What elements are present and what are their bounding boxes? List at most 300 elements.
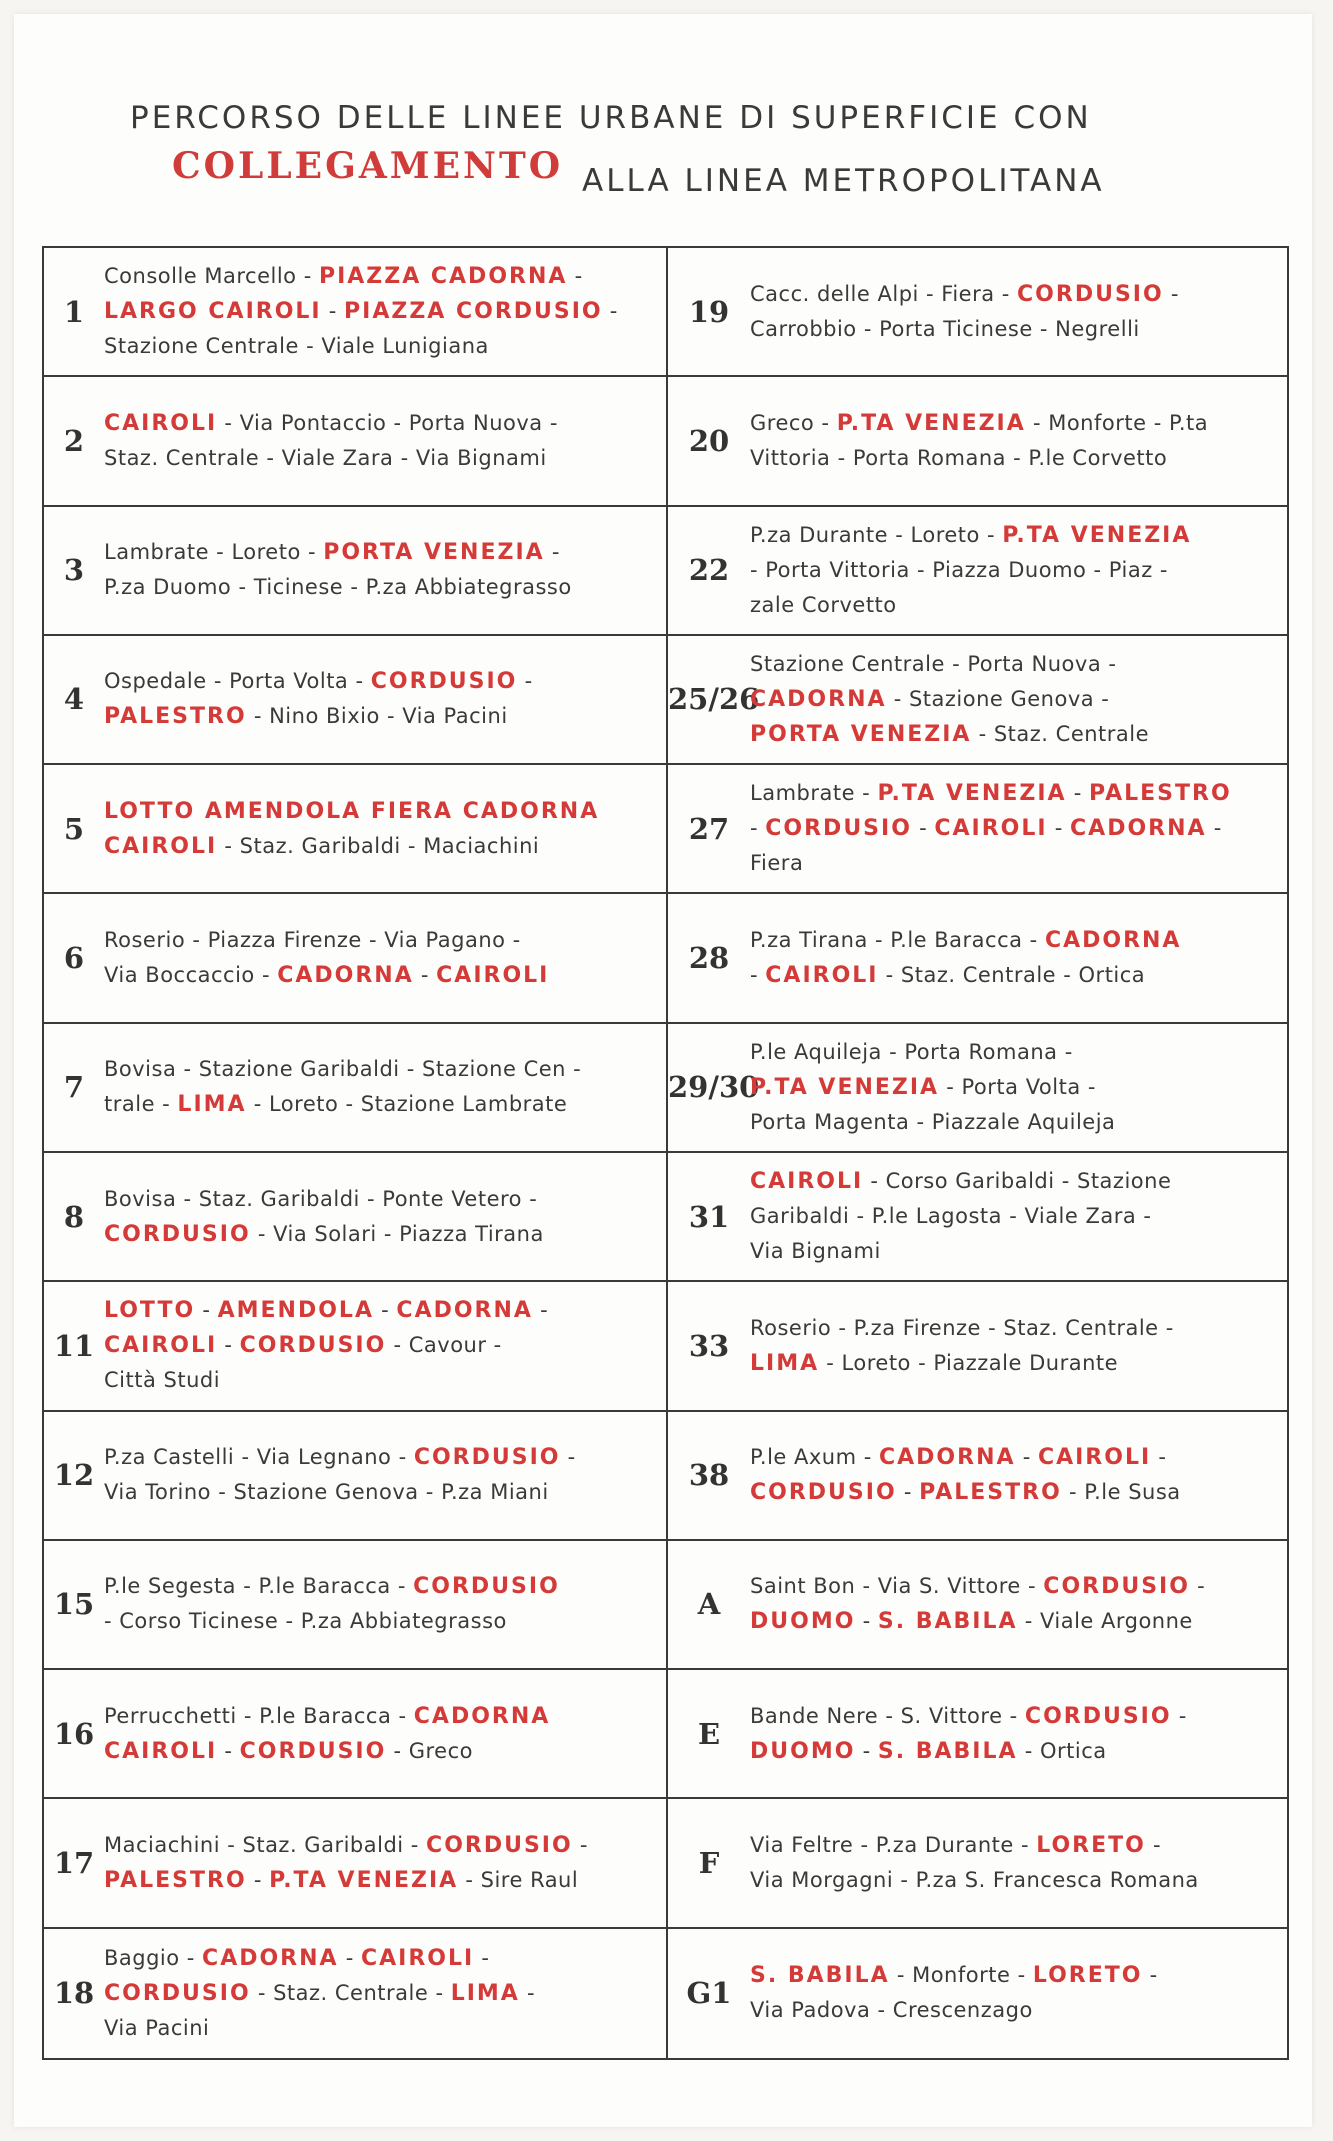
route-text: P.za Duomo - Ticinese - P.za Abbiategrasso xyxy=(104,575,572,600)
route-text: Via Padova - Crescenzago xyxy=(750,1998,1033,2023)
metro-stop-label: AMENDOLA xyxy=(217,1298,374,1324)
route-number: F xyxy=(698,1846,720,1881)
route-line xyxy=(104,664,646,699)
route-cell xyxy=(44,894,668,1023)
route-line xyxy=(750,1035,1267,1070)
title-line-1: PERCORSO DELLE LINEE URBANE DI SUPERFICIE CON xyxy=(130,100,1092,136)
routes-table xyxy=(42,246,1289,2060)
route-cell xyxy=(44,765,668,894)
route-description xyxy=(750,1958,1287,2028)
route-text: Via Boccaccio - xyxy=(104,963,278,988)
route-text: Stazione Centrale - Viale Lunigiana xyxy=(104,334,489,359)
route-number: G1 xyxy=(686,1976,732,2011)
route-line xyxy=(104,1604,646,1639)
route-cell xyxy=(44,1024,668,1153)
route-cell xyxy=(668,1024,1287,1153)
route-description xyxy=(750,1699,1287,1769)
route-number: 3 xyxy=(63,553,85,588)
route-description xyxy=(104,1440,666,1510)
metro-stop-label: CORDUSIO xyxy=(1043,1574,1190,1600)
route-number: 11 xyxy=(53,1328,95,1363)
route-text: - xyxy=(1015,1445,1038,1470)
route-text: - Corso Garibaldi - Stazione xyxy=(863,1169,1172,1194)
route-text: - Viale Argonne xyxy=(1017,1609,1193,1634)
route-line xyxy=(104,406,646,441)
route-line xyxy=(750,553,1267,588)
route-line xyxy=(750,1958,1267,1993)
route-text: - Nino Bixio - Via Pacini xyxy=(246,704,508,729)
route-line xyxy=(750,1234,1267,1269)
route-text: - xyxy=(560,1445,576,1470)
route-line xyxy=(750,1569,1267,1604)
route-text: - xyxy=(246,1868,270,1893)
route-text: Bovisa - Stazione Garibaldi - Stazione Cen - xyxy=(104,1057,582,1082)
route-number: A xyxy=(697,1587,721,1622)
route-text: - xyxy=(519,1980,536,2005)
metro-stop-label: CAIROLI xyxy=(104,1738,218,1764)
route-text: - Corso Ticinese - P.za Abbiategrasso xyxy=(104,1609,507,1634)
route-description xyxy=(750,1311,1287,1381)
route-line xyxy=(750,1863,1267,1898)
route-cell xyxy=(44,1412,668,1541)
route-text: - Stazione Genova - xyxy=(886,686,1110,711)
route-text: Consolle Marcello - xyxy=(104,264,319,289)
route-line xyxy=(750,647,1267,682)
route-line xyxy=(750,811,1267,846)
route-number: 33 xyxy=(688,1328,730,1363)
metro-stop-label: CAIROLI xyxy=(934,816,1048,842)
metro-stop-label: LORETO xyxy=(1032,1963,1143,1989)
metro-stop-label: P.TA VENEZIA xyxy=(750,1074,940,1100)
route-number: 8 xyxy=(63,1199,85,1234)
route-text: - Via Solari - Piazza Tirana xyxy=(250,1221,544,1246)
route-cell xyxy=(44,1799,668,1928)
route-text: Maciachini - Staz. Garibaldi - xyxy=(104,1833,427,1858)
route-text: - xyxy=(532,1298,549,1323)
route-number: 29/30 xyxy=(668,1070,760,1105)
route-text: - xyxy=(474,1945,490,1970)
title-highlight: COLLEGAMENTO xyxy=(172,145,564,187)
route-cell xyxy=(44,1670,668,1799)
route-description xyxy=(750,518,1287,623)
route-text: - xyxy=(1171,1703,1187,1728)
route-description xyxy=(750,1569,1287,1639)
route-text: - xyxy=(602,299,618,324)
route-line xyxy=(750,1346,1267,1381)
route-text: Cacc. delle Alpi - Fiera - xyxy=(750,281,1018,306)
route-text: Staz. Centrale - Viale Zara - Via Bignami xyxy=(104,445,547,470)
route-text: Via Feltre - P.za Durante - xyxy=(750,1833,1037,1858)
route-text: - Loreto - Stazione Lambrate xyxy=(246,1092,568,1117)
metro-stop-label: LARGO CAIROLI xyxy=(104,299,322,325)
route-cell xyxy=(668,1282,1287,1411)
route-number: 22 xyxy=(688,553,730,588)
metro-stop-label: CORDUSIO xyxy=(104,1221,251,1247)
route-description xyxy=(750,923,1287,993)
metro-stop-label: PALESTRO xyxy=(104,704,247,730)
route-number: 16 xyxy=(53,1716,95,1751)
route-cell xyxy=(44,1282,668,1411)
route-description xyxy=(750,1440,1287,1510)
metro-stop-label: LIMA xyxy=(450,1980,520,2006)
route-text: Carrobbio - Porta Ticinese - Negrelli xyxy=(750,316,1140,341)
route-line xyxy=(750,717,1267,752)
route-line xyxy=(750,1311,1267,1346)
route-text: Ospedale - Porta Volta - xyxy=(104,669,371,694)
route-text: trale - xyxy=(104,1092,178,1117)
metro-stop-label: CAIROLI xyxy=(750,1169,864,1195)
route-text: - xyxy=(1142,1963,1158,1988)
route-description xyxy=(104,1182,666,1252)
route-text: - xyxy=(572,1833,588,1858)
route-text: Vittoria - Porta Romana - P.le Corvetto xyxy=(750,445,1168,470)
metro-stop-label: CORDUSIO xyxy=(765,816,912,842)
route-line xyxy=(750,518,1267,553)
metro-stop-label: DUOMO xyxy=(750,1609,856,1635)
metro-stop-label: CORDUSIO xyxy=(426,1833,573,1859)
metro-stop-label: P.TA VENEZIA xyxy=(836,410,1026,436)
route-text: - Porta Vittoria - Piazza Duomo - Piaz - xyxy=(750,557,1168,582)
route-number: 4 xyxy=(63,682,85,717)
route-line xyxy=(104,1734,646,1769)
route-text: - Staz. Garibaldi - Maciachini xyxy=(217,833,540,858)
route-text: Fiera xyxy=(750,851,804,876)
route-description xyxy=(104,923,666,993)
metro-stop-label: S. BABILA xyxy=(877,1609,1018,1635)
route-text: zale Corvetto xyxy=(750,592,897,617)
route-text: Perrucchetti - P.le Baracca - xyxy=(104,1703,414,1728)
metro-stop-label: CAIROLI xyxy=(436,963,550,989)
route-number: 5 xyxy=(63,811,85,846)
route-cell xyxy=(44,507,668,636)
route-text: - xyxy=(1145,1833,1162,1858)
route-line xyxy=(750,958,1267,993)
route-cell xyxy=(668,1670,1287,1799)
route-text: - xyxy=(321,299,345,324)
metro-stop-label: CORDUSIO xyxy=(370,669,518,695)
route-description xyxy=(750,1164,1287,1269)
route-text: - xyxy=(1206,816,1222,841)
route-text: - xyxy=(911,816,935,841)
route-line xyxy=(750,776,1267,811)
route-text: - Ortica xyxy=(1017,1738,1107,1763)
route-number: 20 xyxy=(688,423,730,458)
route-line xyxy=(104,1440,646,1475)
route-text: Roserio - Piazza Firenze - Via Pagano - xyxy=(104,928,521,953)
metro-stop-label: CORDUSIO xyxy=(413,1445,561,1471)
route-text: Garibaldi - P.le Lagosta - Viale Zara - xyxy=(750,1204,1152,1229)
route-line xyxy=(104,2011,646,2046)
route-line xyxy=(750,312,1267,347)
route-text: Baggio - xyxy=(104,1945,203,1970)
route-line xyxy=(750,1440,1267,1475)
metro-stop-label: CORDUSIO xyxy=(750,1480,897,1506)
route-text: - Sire Raul xyxy=(458,1868,579,1893)
route-text: P.za Durante - Loreto - xyxy=(750,522,1003,547)
route-number: 25/26 xyxy=(668,682,760,717)
route-number: 12 xyxy=(53,1458,95,1493)
route-description xyxy=(104,406,666,476)
route-text: - xyxy=(195,1298,218,1323)
route-text: - xyxy=(217,1333,240,1358)
metro-stop-label: CORDUSIO xyxy=(1017,281,1164,307)
route-text: P.le Segesta - P.le Baracca - xyxy=(104,1574,414,1599)
route-line xyxy=(750,277,1267,312)
route-description xyxy=(104,1699,666,1769)
metro-stop-label: PALESTRO xyxy=(104,1868,247,1894)
route-text: Via Bignami xyxy=(750,1239,881,1264)
route-number: E xyxy=(697,1716,721,1751)
route-line xyxy=(104,329,646,364)
metro-stop-label: CAIROLI xyxy=(104,1333,218,1359)
route-line xyxy=(104,699,646,734)
route-line xyxy=(104,1569,646,1604)
route-description xyxy=(750,776,1287,881)
route-text: Via Pacini xyxy=(104,2015,210,2040)
metro-stop-label: S. BABILA xyxy=(750,1963,890,1989)
metro-stop-label: P.TA VENEZIA xyxy=(877,781,1067,807)
route-number: 31 xyxy=(688,1199,730,1234)
route-text: P.le Axum - xyxy=(750,1445,879,1470)
route-cell xyxy=(44,1929,668,2058)
route-cell xyxy=(44,377,668,506)
route-text: Via Torino - Stazione Genova - P.za Miani xyxy=(104,1480,549,1505)
route-text: - P.le Susa xyxy=(1061,1480,1181,1505)
route-description xyxy=(104,1569,666,1639)
route-number: 38 xyxy=(688,1458,730,1493)
metro-stop-label: CORDUSIO xyxy=(104,1980,251,2006)
route-line xyxy=(104,570,646,605)
route-cell xyxy=(668,1153,1287,1282)
route-line xyxy=(104,829,646,864)
metro-stop-label: CORDUSIO xyxy=(413,1574,560,1600)
metro-stop-label: CORDUSIO xyxy=(239,1333,387,1359)
route-text: - Porta Volta - xyxy=(939,1074,1096,1099)
metro-stop-label: CAIROLI xyxy=(765,963,879,989)
route-text: - Loreto - Piazzale Durante xyxy=(819,1350,1119,1375)
route-line xyxy=(750,406,1267,441)
metro-stop-label: CADORNA xyxy=(750,686,887,712)
route-description xyxy=(104,1052,666,1122)
route-text: Bovisa - Staz. Garibaldi - Ponte Vetero - xyxy=(104,1186,538,1211)
route-text: - xyxy=(1066,781,1089,806)
route-text: - xyxy=(1163,281,1179,306)
title-line-2: ALLA LINEA METROPOLITANA xyxy=(582,163,1105,199)
route-line xyxy=(750,682,1267,717)
route-text: Lambrate - xyxy=(750,781,878,806)
route-line xyxy=(750,1993,1267,2028)
route-text: - xyxy=(413,963,437,988)
route-line xyxy=(750,846,1267,881)
route-text: Stazione Centrale - Porta Nuova - xyxy=(750,651,1117,676)
metro-stop-label: PALESTRO xyxy=(1088,781,1232,807)
metro-stop-label: PALESTRO xyxy=(919,1480,1062,1506)
metro-stop-label: S. BABILA xyxy=(877,1738,1018,1764)
metro-stop-label: LORETO xyxy=(1036,1833,1146,1859)
route-cell xyxy=(668,1541,1287,1670)
metro-stop-label: DUOMO xyxy=(750,1738,856,1764)
route-line xyxy=(750,923,1267,958)
route-number: 1 xyxy=(63,294,85,329)
route-description xyxy=(104,1293,666,1398)
route-line xyxy=(104,535,646,570)
route-number: 18 xyxy=(53,1976,95,2011)
route-text: - xyxy=(1047,816,1071,841)
route-line xyxy=(104,1863,646,1898)
route-cell xyxy=(44,248,668,377)
metro-stop-label: LOTTO xyxy=(104,1298,196,1324)
route-text: Saint Bon - Via S. Vittore - xyxy=(750,1574,1044,1599)
route-text: Greco - xyxy=(750,410,837,435)
route-text: - Cavour - xyxy=(386,1333,502,1358)
route-line xyxy=(750,1734,1267,1769)
route-description xyxy=(750,1828,1287,1898)
route-text: Bande Nere - S. Vittore - xyxy=(750,1703,1025,1728)
route-line xyxy=(750,1164,1267,1199)
route-line xyxy=(750,1105,1267,1140)
metro-stop-label: CADORNA xyxy=(879,1445,1016,1471)
route-number: 15 xyxy=(53,1587,95,1622)
route-cell xyxy=(44,1153,668,1282)
route-text: - xyxy=(517,669,533,694)
route-text: - Greco xyxy=(386,1738,473,1763)
route-line xyxy=(104,1087,646,1122)
route-cell xyxy=(44,1541,668,1670)
metro-stop-label: PIAZZA CORDUSIO xyxy=(344,299,603,325)
route-text: - xyxy=(750,816,766,841)
route-line xyxy=(750,1070,1267,1105)
route-text: Roserio - P.za Firenze - Staz. Centrale - xyxy=(750,1315,1174,1340)
route-line xyxy=(750,1699,1267,1734)
route-line xyxy=(750,1828,1267,1863)
route-text: Porta Magenta - Piazzale Aquileja xyxy=(750,1109,1116,1134)
route-text: - xyxy=(217,1738,240,1763)
route-description xyxy=(750,647,1287,752)
metro-stop-label: CADORNA xyxy=(277,963,414,989)
route-text: - xyxy=(373,1298,397,1323)
route-text: - xyxy=(855,1738,878,1763)
route-cell xyxy=(668,1929,1287,2058)
route-text: - Staz. Centrale - xyxy=(250,1980,451,2005)
route-cell xyxy=(668,765,1287,894)
metro-stop-label: CAIROLI xyxy=(104,833,218,859)
metro-stop-label: CAIROLI xyxy=(104,410,218,436)
route-number: 19 xyxy=(688,294,730,329)
route-line xyxy=(104,1828,646,1863)
route-text: P.za Castelli - Via Legnano - xyxy=(104,1445,414,1470)
route-number: 7 xyxy=(63,1070,85,1105)
route-line xyxy=(104,294,646,329)
route-cell xyxy=(44,636,668,765)
route-text: - xyxy=(855,1609,878,1634)
route-line xyxy=(104,259,646,294)
route-text: - Monforte - P.ta xyxy=(1025,410,1209,435)
metro-stop-label: LOTTO AMENDOLA FIERA CADORNA xyxy=(104,798,600,824)
route-line xyxy=(104,958,646,993)
metro-stop-label: CAIROLI xyxy=(1037,1445,1152,1471)
metro-stop-label: CADORNA xyxy=(1044,928,1182,954)
route-line xyxy=(104,1976,646,2011)
route-text: Lambrate - Loreto - xyxy=(104,540,324,565)
route-line xyxy=(750,1475,1267,1510)
route-description xyxy=(750,1035,1287,1140)
route-line xyxy=(104,923,646,958)
metro-stop-label: LIMA xyxy=(750,1350,820,1376)
route-line xyxy=(104,1217,646,1252)
metro-stop-label: CAIROLI xyxy=(361,1945,475,1971)
route-line xyxy=(750,441,1267,476)
route-line xyxy=(104,1699,646,1734)
route-text: P.za Tirana - P.le Baracca - xyxy=(750,928,1045,953)
metro-stop-label: CADORNA xyxy=(1070,816,1207,842)
route-line xyxy=(750,588,1267,623)
metro-stop-label: PORTA VENEZIA xyxy=(323,540,545,566)
route-text: - xyxy=(338,1945,361,1970)
route-text: - Via Pontaccio - Porta Nuova - xyxy=(217,410,558,435)
route-cell xyxy=(668,894,1287,1023)
route-number: 6 xyxy=(63,941,85,976)
route-text: - xyxy=(1151,1445,1167,1470)
metro-stop-label: CADORNA xyxy=(202,1945,339,1971)
route-description xyxy=(104,1941,666,2046)
route-cell xyxy=(668,507,1287,636)
route-text: - xyxy=(1189,1574,1206,1599)
route-line xyxy=(104,1475,646,1510)
route-line xyxy=(750,1604,1267,1639)
metro-stop-label: CORDUSIO xyxy=(1024,1703,1172,1729)
route-line xyxy=(104,1941,646,1976)
metro-stop-label: LIMA xyxy=(177,1092,247,1118)
route-cell xyxy=(668,248,1287,377)
route-description xyxy=(104,1828,666,1898)
route-line xyxy=(104,1293,646,1328)
route-text: Città Studi xyxy=(104,1368,221,1393)
route-text: - Staz. Centrale - Ortica xyxy=(878,963,1146,988)
route-text: Via Morgagni - P.za S. Francesca Romana xyxy=(750,1868,1199,1893)
route-line xyxy=(104,1052,646,1087)
route-text: - xyxy=(567,264,583,289)
route-number: 17 xyxy=(53,1846,95,1881)
route-cell xyxy=(668,636,1287,765)
route-description xyxy=(750,277,1287,347)
route-line xyxy=(104,794,646,829)
route-number: 27 xyxy=(688,811,730,846)
route-line xyxy=(104,1328,646,1363)
route-text: - Monforte - xyxy=(889,1963,1033,1988)
metro-stop-label: PORTA VENEZIA xyxy=(750,721,972,747)
route-text: - xyxy=(750,963,766,988)
route-description xyxy=(104,794,666,864)
route-description xyxy=(104,535,666,605)
metro-stop-label: P.TA VENEZIA xyxy=(269,1868,459,1894)
metro-stop-label: P.TA VENEZIA xyxy=(1002,522,1192,548)
route-line xyxy=(104,1363,646,1398)
metro-stop-label: PIAZZA CADORNA xyxy=(318,264,568,290)
route-text: - xyxy=(544,540,560,565)
route-line xyxy=(750,1199,1267,1234)
route-cell xyxy=(668,1412,1287,1541)
route-description xyxy=(104,664,666,734)
route-number: 28 xyxy=(688,941,730,976)
metro-stop-label: CORDUSIO xyxy=(239,1738,387,1764)
route-description xyxy=(750,406,1287,476)
metro-stop-label: CADORNA xyxy=(396,1298,533,1324)
route-cell xyxy=(668,377,1287,506)
route-text: P.le Aquileja - Porta Romana - xyxy=(750,1039,1073,1064)
route-text: - Staz. Centrale xyxy=(971,721,1150,746)
metro-stop-label: CADORNA xyxy=(413,1703,551,1729)
route-line xyxy=(104,1182,646,1217)
